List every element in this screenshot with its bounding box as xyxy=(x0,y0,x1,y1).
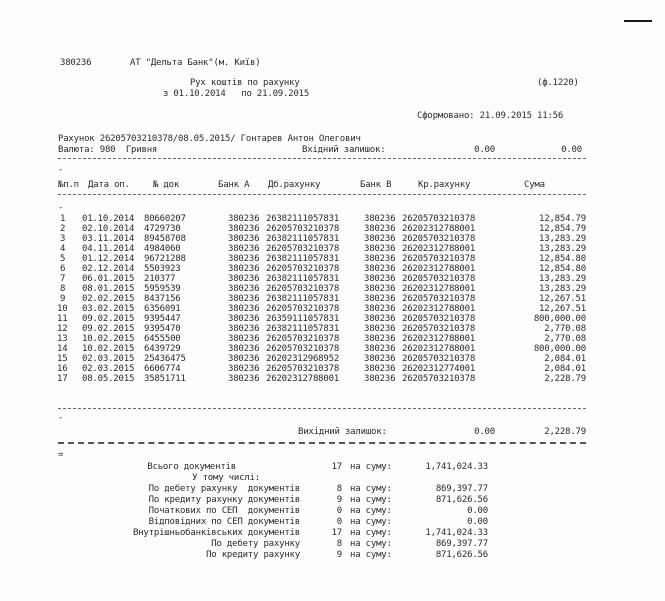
col-header-num: №п.п xyxy=(58,180,79,190)
table-row xyxy=(0,264,665,273)
row-bank-b: 380236 xyxy=(364,374,396,384)
row-bank-a: 380236 xyxy=(228,244,260,254)
bank-code: 380236 xyxy=(60,58,92,68)
table-row xyxy=(0,334,665,343)
row-number: 13 xyxy=(57,334,68,344)
account-line: Рахунок 26205703210378/08.05.2015/ Гонтарев Антон Олегович xyxy=(58,134,361,144)
row-bank-b: 380236 xyxy=(364,304,396,314)
row-date: 02.03.2015 xyxy=(82,354,135,364)
closing-balance-value: 0.00 xyxy=(474,427,495,437)
row-date: 02.03.2015 xyxy=(82,364,135,374)
row-number: 10 xyxy=(57,304,68,314)
table-row xyxy=(0,254,665,263)
divider xyxy=(58,158,586,159)
summary-sum-label: на суму: xyxy=(350,506,392,516)
row-amount: 2,770.08 xyxy=(544,324,586,334)
row-amount: 800,000.00 xyxy=(533,314,586,324)
row-date: 03.02.2015 xyxy=(82,304,135,314)
divider xyxy=(58,194,586,195)
summary-sum: 0.00 xyxy=(467,506,488,516)
row-bank-a: 380236 xyxy=(228,234,260,244)
row-number: 5 xyxy=(60,254,66,264)
row-credit-account: 26202312788001 xyxy=(402,224,476,234)
row-doc: 4984060 xyxy=(144,244,181,254)
row-number: 11 xyxy=(57,314,68,324)
row-debit-account: 26359111057831 xyxy=(266,314,340,324)
row-bank-b: 380236 xyxy=(364,364,396,374)
summary-label: По кредиту рахунку xyxy=(206,550,300,560)
table-row xyxy=(0,374,665,383)
row-debit-account: 26382111057831 xyxy=(266,214,340,224)
row-credit-account: 26202312788001 xyxy=(402,284,476,294)
row-amount: 12,267.51 xyxy=(539,294,586,304)
double-divider xyxy=(58,442,586,444)
summary-count: 8 xyxy=(336,484,342,494)
row-amount: 12,854.79 xyxy=(539,224,586,234)
row-bank-b: 380236 xyxy=(364,284,396,294)
row-debit-account: 26382111057831 xyxy=(266,274,340,284)
summary-count: 0 xyxy=(336,517,342,527)
row-doc: 210377 xyxy=(144,274,176,284)
row-bank-b: 380236 xyxy=(364,354,396,364)
row-bank-b: 380236 xyxy=(364,314,396,324)
row-doc: 80660207 xyxy=(144,214,186,224)
row-date: 08.05.2015 xyxy=(82,374,135,384)
table-row xyxy=(0,214,665,223)
summary-sum-label: на суму: xyxy=(350,484,392,494)
row-date: 01.10.2014 xyxy=(82,214,135,224)
summary-count: 9 xyxy=(336,550,342,560)
table-row xyxy=(0,294,665,303)
summary-sum: 871,626.56 xyxy=(435,495,488,505)
row-doc: 5503923 xyxy=(144,264,181,274)
row-bank-a: 380236 xyxy=(228,374,260,384)
row-debit-account: 26205703210378 xyxy=(266,244,340,254)
row-debit-account: 26382111057831 xyxy=(266,234,340,244)
row-doc: 9395447 xyxy=(144,314,181,324)
row-doc: 5959539 xyxy=(144,284,181,294)
row-number: 8 xyxy=(60,284,66,294)
divider xyxy=(58,408,586,409)
row-doc: 8437156 xyxy=(144,294,181,304)
row-debit-account: 26382111057831 xyxy=(266,254,340,264)
row-bank-a: 380236 xyxy=(228,304,260,314)
summary-sum-label: на суму: xyxy=(350,517,392,527)
row-debit-account: 26205703210378 xyxy=(266,224,340,234)
summary-sum: 869,397.77 xyxy=(435,539,488,549)
row-bank-b: 380236 xyxy=(364,214,396,224)
opening-balance-value-2: 0.00 xyxy=(561,145,582,155)
row-bank-b: 380236 xyxy=(364,344,396,354)
col-header-date: Дата оп. xyxy=(88,180,130,190)
row-amount: 2,228.79 xyxy=(544,374,586,384)
opening-balance-value: 0.00 xyxy=(474,145,495,155)
row-date: 06.01.2015 xyxy=(82,274,135,284)
row-amount: 800,000.00 xyxy=(533,344,586,354)
row-doc: 4729730 xyxy=(144,224,181,234)
form-code: (ф.1220) xyxy=(537,78,579,88)
row-number: 12 xyxy=(57,324,68,334)
row-amount: 13,283.29 xyxy=(539,284,586,294)
row-credit-account: 26202312788001 xyxy=(402,334,476,344)
summary-sum: 869,397.77 xyxy=(435,484,488,494)
table-row xyxy=(0,344,665,353)
summary-label: По дебету рахунку xyxy=(211,539,300,549)
summary-label: Всього документів xyxy=(147,462,236,472)
row-bank-b: 380236 xyxy=(364,264,396,274)
row-date: 02.12.2014 xyxy=(82,264,135,274)
table-row xyxy=(0,304,665,313)
summary-count: 17 xyxy=(331,462,342,472)
row-date: 10.02.2015 xyxy=(82,344,135,354)
row-amount: 2,084.01 xyxy=(544,354,586,364)
row-bank-a: 380236 xyxy=(228,334,260,344)
row-number: 15 xyxy=(57,354,68,364)
row-credit-account: 26202312774001 xyxy=(402,364,476,374)
summary-sum: 0.00 xyxy=(467,517,488,527)
row-number: 4 xyxy=(60,244,66,254)
row-debit-account: 26205703210378 xyxy=(266,344,340,354)
row-amount: 12,267.51 xyxy=(539,304,586,314)
table-row xyxy=(0,224,665,233)
row-bank-a: 380236 xyxy=(228,254,260,264)
row-credit-account: 26202312788001 xyxy=(402,264,476,274)
row-credit-account: 26205703210378 xyxy=(402,214,476,224)
col-header-debit-account: Дб.рахунку xyxy=(268,180,321,190)
closing-balance-label: Вихідний залишок: xyxy=(298,427,387,437)
row-doc: 35851711 xyxy=(144,374,186,384)
table-row xyxy=(0,314,665,323)
row-amount: 12,854.80 xyxy=(539,254,586,264)
row-bank-b: 380236 xyxy=(364,334,396,344)
row-number: 3 xyxy=(60,234,66,244)
row-credit-account: 26205703210378 xyxy=(402,354,476,364)
row-debit-account: 26205703210378 xyxy=(266,284,340,294)
statement-title: Рух коштів по рахунку xyxy=(190,78,300,88)
row-number: 14 xyxy=(57,344,68,354)
summary-sum: 1,741,024.33 xyxy=(425,528,488,538)
row-bank-a: 380236 xyxy=(228,364,260,374)
row-debit-account: 26205703210378 xyxy=(266,304,340,314)
summary-sum: 1,741,024.33 xyxy=(425,462,488,472)
currency-line: Валюта: 980 Гривня xyxy=(58,145,158,155)
row-bank-b: 380236 xyxy=(364,274,396,284)
summary-sum: 871,626.56 xyxy=(435,550,488,560)
row-number: 16 xyxy=(57,364,68,374)
table-row xyxy=(0,274,665,283)
row-bank-b: 380236 xyxy=(364,294,396,304)
col-header-doc: № док xyxy=(153,180,180,190)
summary-count: 17 xyxy=(331,528,342,538)
row-number: 1 xyxy=(60,214,66,224)
summary-sum-label: на суму: xyxy=(350,539,392,549)
row-amount: 2,770.08 xyxy=(544,334,586,344)
row-doc: 9395470 xyxy=(144,324,181,334)
summary-label: Початкових по СЕП документів xyxy=(148,506,300,516)
summary-sum-label: на суму: xyxy=(350,528,392,538)
row-bank-a: 380236 xyxy=(228,314,260,324)
row-doc: 6606774 xyxy=(144,364,181,374)
table-row xyxy=(0,324,665,333)
summary-count: 9 xyxy=(336,495,342,505)
summary-subheading: У тому числі: xyxy=(192,473,260,483)
summary-count: 0 xyxy=(336,506,342,516)
row-credit-account: 26205703210378 xyxy=(402,274,476,284)
row-date: 02.10.2014 xyxy=(82,224,135,234)
statement-period: з 01.10.2014 по 21.09.2015 xyxy=(163,89,310,99)
row-credit-account: 26205703210378 xyxy=(402,324,476,334)
table-row xyxy=(0,234,665,243)
row-debit-account: 26205703210378 xyxy=(266,334,340,344)
row-doc: 6439729 xyxy=(144,344,181,354)
row-bank-a: 380236 xyxy=(228,264,260,274)
col-header-credit-account: Кр.рахунку xyxy=(418,180,471,190)
row-number: 6 xyxy=(60,264,66,274)
row-bank-b: 380236 xyxy=(364,244,396,254)
row-date: 09.02.2015 xyxy=(82,314,135,324)
row-number: 2 xyxy=(60,224,66,234)
row-date: 09.02.2015 xyxy=(82,324,135,334)
row-credit-account: 26202312788001 xyxy=(402,244,476,254)
table-row xyxy=(0,284,665,293)
row-debit-account: 26382111057831 xyxy=(266,324,340,334)
row-bank-a: 380236 xyxy=(228,284,260,294)
bank-name: АТ "Дельта Банк"(м. Київ) xyxy=(130,58,261,68)
table-row xyxy=(0,364,665,373)
row-credit-account: 26205703210378 xyxy=(402,314,476,324)
row-date: 08.01.2015 xyxy=(82,284,135,294)
row-debit-account: 26382111057831 xyxy=(266,294,340,304)
row-amount: 12,854.80 xyxy=(539,264,586,274)
row-bank-a: 380236 xyxy=(228,294,260,304)
row-date: 02.02.2015 xyxy=(82,294,135,304)
row-amount: 13,283.29 xyxy=(539,244,586,254)
bank-statement-page: 380236 АТ "Дельта Банк"(м. Київ) Рух коштів по рахунку з 01.10.2014 по 21.09.2015 (ф.1220) Сформовано: 21.09.2015 11:56 Рахунок 26205703210378/08.05.2015/ Гонтарев Антон Олегович Валюта: 980 Гривня Вхідний залишок: 0.00 0.00 - №п.п Дата оп. № док Банк А Дб.рахунку Банк В Кр.рахунку Сума - 1 01.10.2014 80660207 380236 26382111057831 380236 26205703210378 12,854.79 2 02.10.2014 4729730 380236 26205703210378 380236 26202312788001 12,854.79 3 03.11.2014 89458708 380236 26382111057831 380236 26205703210378 13,283.29 4 04.11.2014 4984060 380236 26205703210378 380236 26202312788001 13,283.29 5 01.12.2014 96721288 380236 26382111057831 380236 26205703210378 12,854.80 6 02.12.2014 5503923 380236 26205703210378 380236 26202312788001 12,854.80 7 06.01.2015 210377 380236 26382111057831 380236 26205703210378 13,283.29 8 08.01.2015 5959539 380236 26205703210378 380236 26202312788001 13,283.29 9 02.02.2015 8437156 380236 26382111057831 380236 26205703210378 12,267.51 10 03.02.2015 6356091 380236 26205703210378 380236 26202312788001 12,267.51 11 09.02.2015 9395447 380236 26359111057831 380236 26205703210378 800,000.00 12 09.02.2015 9395470 380236 26382111057831 380236 26205703210378 2,770.08 13 10.02.2015 6455500 380236 26205703210378 380236 26202312788001 2,770.08 14 10.02.2015 6439729 380236 26205703210378 380236 26202312788001 800,000.00 15 02.03.2015 25436475 380236 26202312968952 380236 26205703210378 2,084.01 16 02.03.2015 6606774 380236 26205703210378 380236 26202312774001 2,084.01 17 08.05.2015 35851711 380236 26202312788001 380236 26205703210378 2,228.79 - Вихідний залишок: 0.00 2,228.79 = Всього документів 17 на суму: 1,741,024.33 У тому числі: По дебету рахунку документів 8 на суму: 869,397.77 По кредиту рахунку документів 9 на суму: 871,626.56 Початкових по СЕП документів 0 на суму: 0.00 Відповідних по СЕП документів 0 на суму: 0.00 Внутрішньобанківських документів 17 на суму: 1,741,024.33 По дебету рахунку 8 на суму: 869,397.77 По кредиту рахунку 9 на суму: 871,626.56 xyxy=(0,0,665,601)
row-date: 10.02.2015 xyxy=(82,334,135,344)
row-doc: 6356091 xyxy=(144,304,181,314)
row-bank-b: 380236 xyxy=(364,224,396,234)
summary-sum-label: на суму: xyxy=(350,550,392,560)
summary-label: Внутрішньобанківських документів xyxy=(133,528,300,538)
row-credit-account: 26202312788001 xyxy=(402,344,476,354)
closing-balance-value-2: 2,228.79 xyxy=(544,427,586,437)
summary-label: По дебету рахунку документів xyxy=(148,484,300,494)
row-debit-account: 26205703210378 xyxy=(266,364,340,374)
col-header-amount: Сума xyxy=(524,180,545,190)
row-debit-account: 26202312968952 xyxy=(266,354,340,364)
row-debit-account: 26202312788001 xyxy=(266,374,340,384)
opening-balance-label: Вхідний залишок: xyxy=(302,145,386,155)
row-doc: 6455500 xyxy=(144,334,181,344)
row-credit-account: 26205703210378 xyxy=(402,254,476,264)
row-number: 9 xyxy=(60,294,66,304)
formed-timestamp: Сформовано: 21.09.2015 11:56 xyxy=(417,111,564,121)
row-bank-b: 380236 xyxy=(364,254,396,264)
row-credit-account: 26205703210378 xyxy=(402,294,476,304)
col-header-bank-b: Банк В xyxy=(360,180,392,190)
summary-sum-label: на суму: xyxy=(350,462,392,472)
row-doc: 96721288 xyxy=(144,254,186,264)
row-bank-a: 380236 xyxy=(228,344,260,354)
summary-label: Відповідних по СЕП документів xyxy=(148,517,300,527)
row-doc: 89458708 xyxy=(144,234,186,244)
row-bank-a: 380236 xyxy=(228,324,260,334)
row-bank-b: 380236 xyxy=(364,324,396,334)
summary-count: 8 xyxy=(336,539,342,549)
row-debit-account: 26205703210378 xyxy=(266,264,340,274)
row-bank-a: 380236 xyxy=(228,274,260,284)
col-header-bank-a: Банк А xyxy=(218,180,250,190)
row-bank-a: 380236 xyxy=(228,224,260,234)
row-credit-account: 26202312788001 xyxy=(402,304,476,314)
row-doc: 25436475 xyxy=(144,354,186,364)
row-credit-account: 26205703210378 xyxy=(402,234,476,244)
row-number: 7 xyxy=(60,274,66,284)
summary-label: По кредиту рахунку документів xyxy=(148,495,300,505)
summary-sum-label: на суму: xyxy=(350,495,392,505)
row-bank-b: 380236 xyxy=(364,234,396,244)
row-credit-account: 26205703210378 xyxy=(402,374,476,384)
row-date: 04.11.2014 xyxy=(82,244,135,254)
row-amount: 13,283.29 xyxy=(539,274,586,284)
corner-mark xyxy=(624,20,652,22)
row-number: 17 xyxy=(57,374,68,384)
row-amount: 12,854.79 xyxy=(539,214,586,224)
table-row xyxy=(0,244,665,253)
row-date: 01.12.2014 xyxy=(82,254,135,264)
row-bank-a: 380236 xyxy=(228,214,260,224)
row-amount: 13,283.29 xyxy=(539,234,586,244)
row-amount: 2,084.01 xyxy=(544,364,586,374)
row-bank-a: 380236 xyxy=(228,354,260,364)
table-row xyxy=(0,354,665,363)
row-date: 03.11.2014 xyxy=(82,234,135,244)
